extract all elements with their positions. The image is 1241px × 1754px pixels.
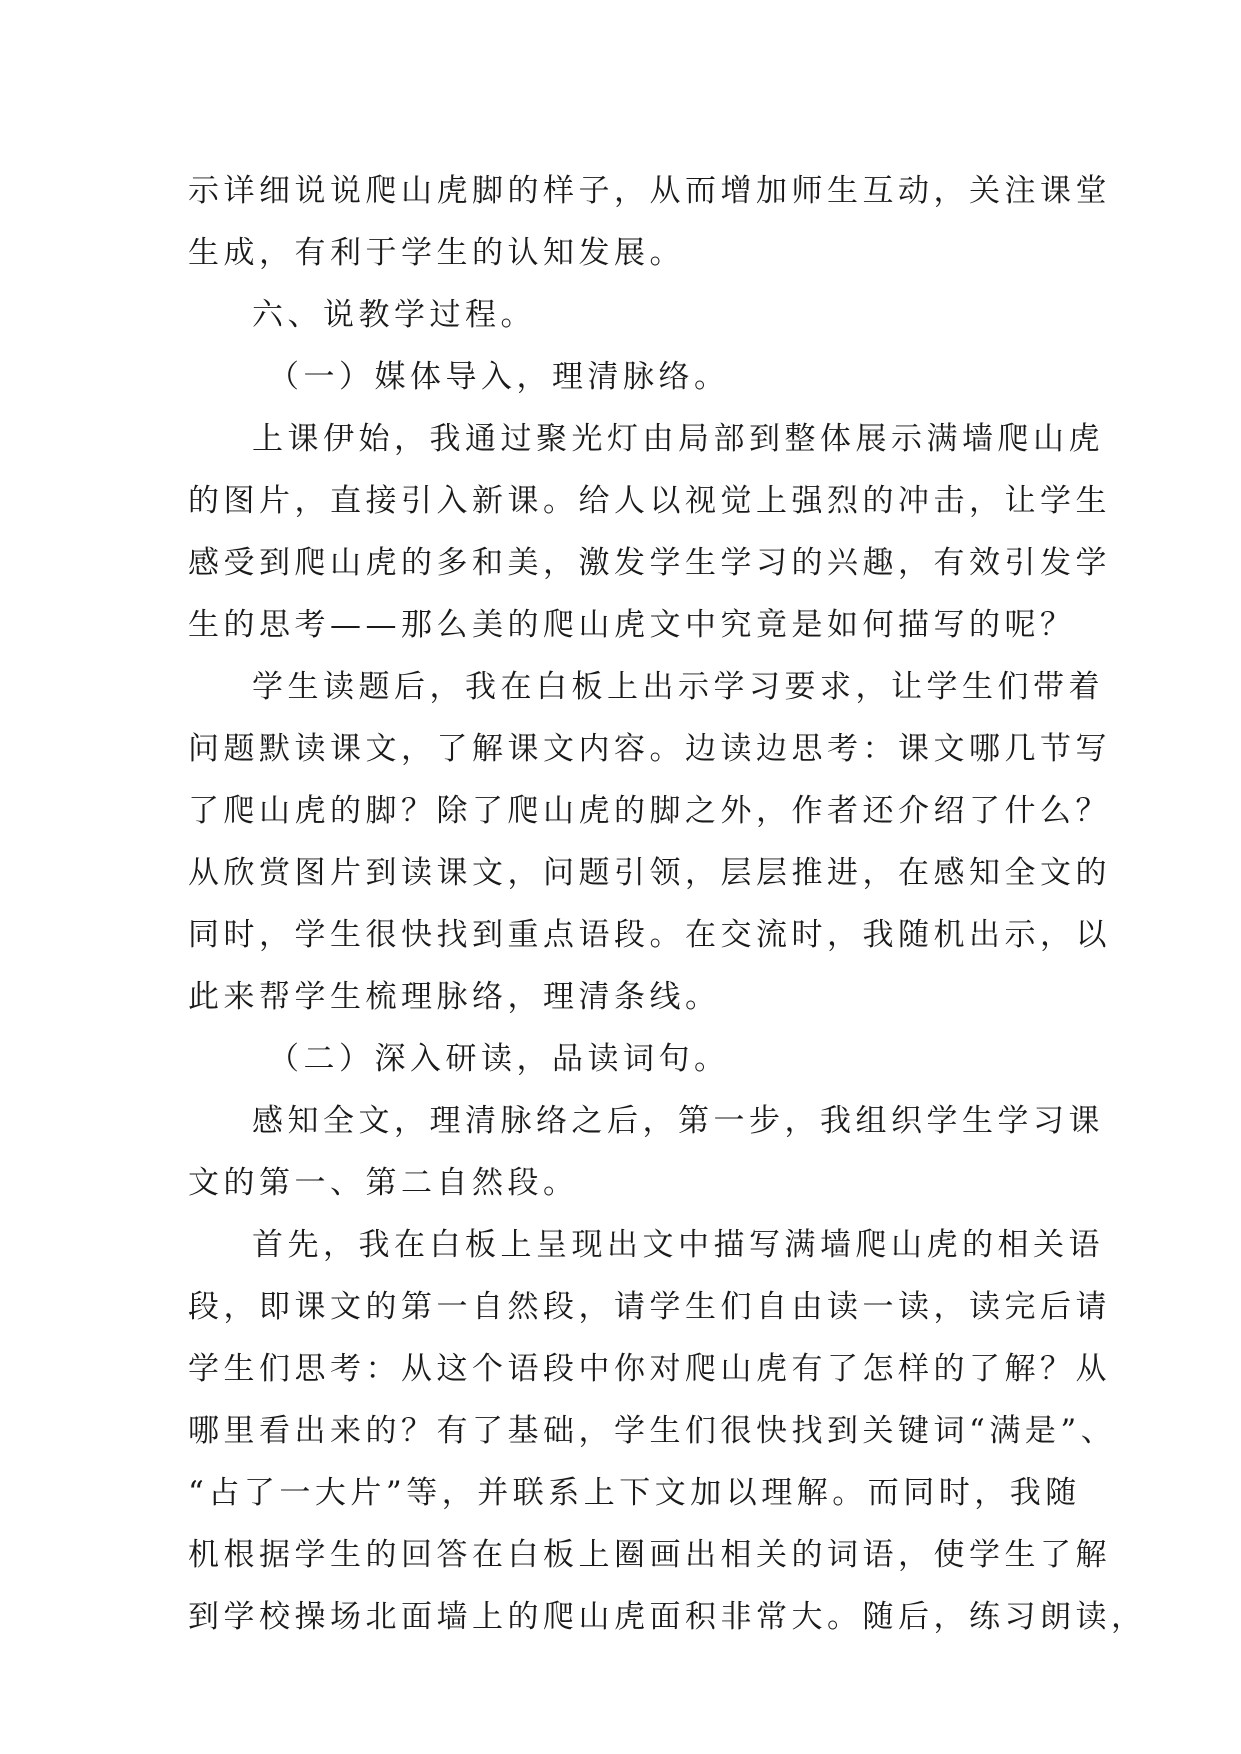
text-line: 学生们思考：从这个语段中你对爬山虎有了怎样的了解？从	[188, 1351, 1111, 1387]
text-line: 问题默读课文，了解课文内容。边读边思考：课文哪几节写	[188, 731, 1111, 767]
text-line: 生成，有利于学生的认知发展。	[188, 235, 685, 271]
text-line: 生的思考——那么美的爬山虎文中究竟是如何描写的呢？	[188, 607, 1076, 643]
text-line: 此来帮学生梳理脉络，理清条线。	[188, 979, 721, 1015]
text-line: 哪里看出来的？有了基础，学生们很快找到关键词“满是”、	[188, 1413, 1117, 1449]
text-line: 到学校操场北面墙上的爬山虎面积非常大。随后，练习朗读，	[188, 1599, 1147, 1635]
text-line: “占了一大片”等，并联系上下文加以理解。而同时，我随	[188, 1475, 1081, 1511]
subsection-heading: （二）深入研读，品读词句。	[268, 1041, 730, 1077]
text-line: 学生读题后，我在白板上出示学习要求，让学生们带着	[252, 669, 1104, 705]
text-line: 感受到爬山虎的多和美，激发学生学习的兴趣，有效引发学	[188, 545, 1111, 581]
text-line: 同时，学生很快找到重点语段。在交流时，我随机出示，以	[188, 917, 1111, 953]
text-line: 机根据学生的回答在白板上圈画出相关的词语，使学生了解	[188, 1537, 1111, 1573]
text-line: 上课伊始，我通过聚光灯由局部到整体展示满墙爬山虎	[252, 421, 1104, 457]
section-heading: 六、说教学过程。	[252, 297, 536, 333]
text-line: 示详细说说爬山虎脚的样子，从而增加师生互动，关注课堂	[188, 173, 1111, 209]
text-line: 段，即课文的第一自然段，请学生们自由读一读，读完后请	[188, 1289, 1111, 1325]
text-line: 了爬山虎的脚？除了爬山虎的脚之外，作者还介绍了什么？	[188, 793, 1111, 829]
text-line: 首先，我在白板上呈现出文中描写满墙爬山虎的相关语	[252, 1227, 1104, 1263]
subsection-heading: （一）媒体导入，理清脉络。	[268, 359, 730, 395]
text-line: 文的第一、第二自然段。	[188, 1165, 579, 1201]
body-text	[188, 160, 1147, 1648]
text-line: 的图片，直接引入新课。给人以视觉上强烈的冲击，让学生	[188, 483, 1111, 519]
text-line: 感知全文，理清脉络之后，第一步，我组织学生学习课	[252, 1103, 1104, 1139]
text-line: 从欣赏图片到读课文，问题引领，层层推进，在感知全文的	[188, 855, 1111, 891]
